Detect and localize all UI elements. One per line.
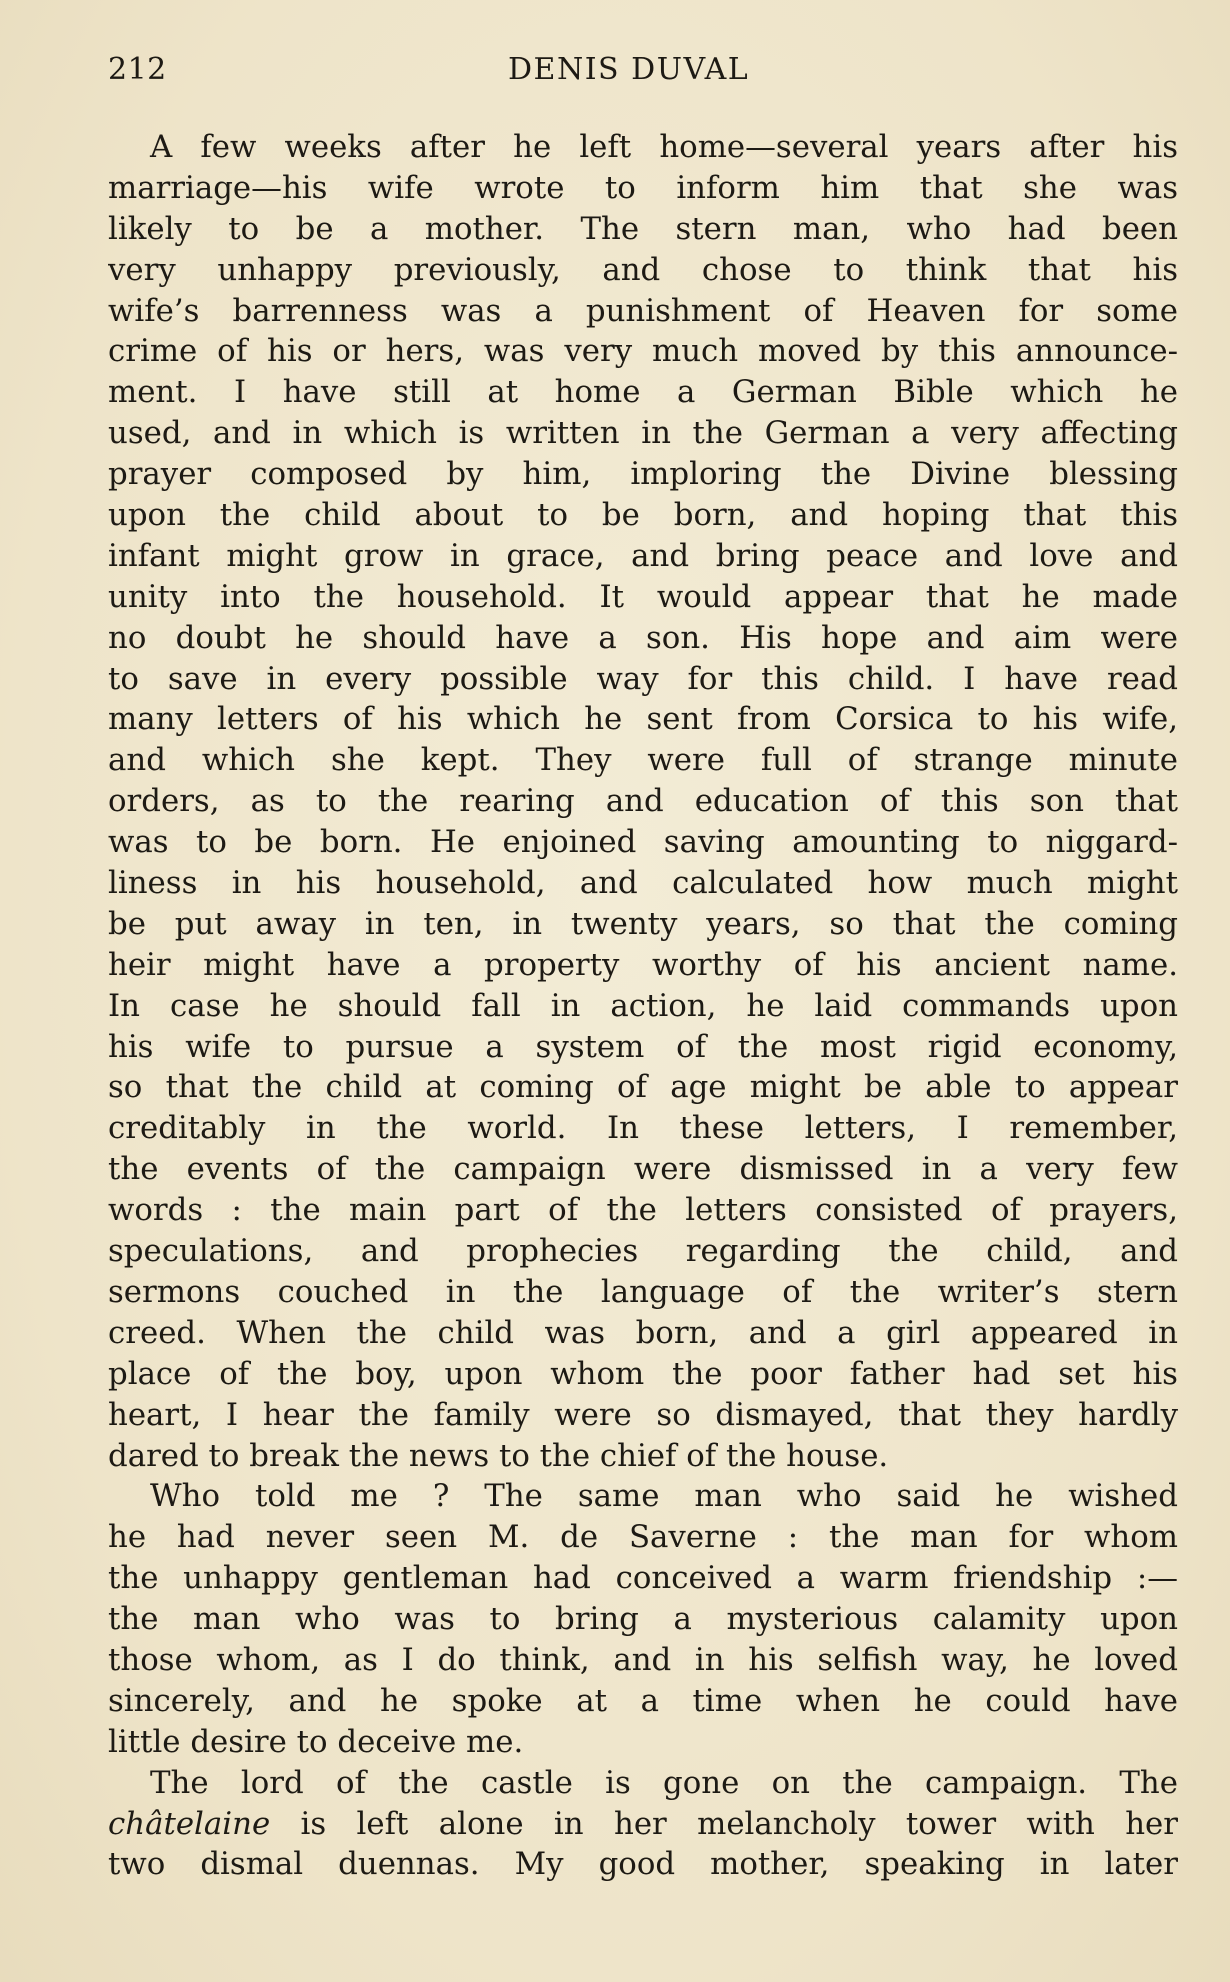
text-line: the events of the campaign were dismissed in a very few [108, 1151, 1178, 1188]
text-line: prayer composed by him, imploring the Divine blessing [108, 456, 1178, 493]
text-line: place of the boy, upon whom the poor father had set his [108, 1355, 1178, 1392]
text-line: his wife to pursue a system of the most rigid economy, [108, 1028, 1178, 1065]
text-line: he had never seen M. de Saverne : the man for whom [108, 1519, 1178, 1556]
text-line: creditably in the world. In these letters, I remember, [108, 1110, 1178, 1147]
text-line: creed. When the child was born, and a girl appeared in [108, 1314, 1178, 1351]
text-line: crime of his or hers, was very much moved by this announce- [108, 333, 1178, 370]
text-line: likely to be a mother. The stern man, who had been [108, 210, 1178, 247]
text-line: no doubt he should have a son. His hope and aim were [108, 619, 1178, 656]
text-line: A few weeks after he left home—several years after his [150, 129, 1178, 165]
text-line: used, and in which is written in the German a very affecting [108, 415, 1178, 452]
text-line: two dismal duennas. My good mother, speaking in later [108, 1846, 1178, 1883]
text-line: Who told me ? The same man who said he wished [150, 1478, 1178, 1515]
text-line: to save in every possible way for this child. I have read [108, 660, 1178, 697]
text-line: liness in his household, and calculated how much might [108, 865, 1178, 902]
text-line: orders, as to the rearing and education of this son that [108, 783, 1178, 820]
text-line: those whom, as I do think, and in his selfish way, he loved [108, 1641, 1178, 1678]
text-line: sermons couched in the language of the writer’s stern [108, 1273, 1178, 1310]
text-line: speculations, and prophecies regarding the child, and [108, 1233, 1178, 1270]
text-line: unity into the household. It would appear that he made [108, 578, 1178, 615]
text-line: many letters of his which he sent from Corsica to his wife, [108, 701, 1178, 738]
text-line: ment. I have still at home a German Bible which he [108, 374, 1178, 411]
text-line [108, 1804, 1178, 1845]
text-line: very unhappy previously, and chose to think that his [108, 251, 1178, 288]
page-header [108, 52, 1178, 96]
body-text [108, 127, 1178, 1885]
text-line: the man who was to bring a mysterious calamity upon [108, 1601, 1178, 1638]
text-line: wife’s barrenness was a punishment of Heaven for some [108, 292, 1178, 329]
running-title: DENIS DUVAL [508, 52, 750, 87]
text-line: sincerely, and he spoke at a time when he could have [108, 1682, 1178, 1719]
text-line: words : the main part of the letters consisted of prayers, [108, 1192, 1178, 1229]
text-line: little desire to deceive me. [108, 1723, 524, 1760]
text-line: marriage—his wife wrote to inform him that she was [108, 169, 1178, 206]
text-line: infant might grow in grace, and bring peace and love and [108, 537, 1178, 574]
text-line: the unhappy gentleman had conceived a warm friendship :— [108, 1560, 1178, 1597]
text-line: be put away in ten, in twenty years, so that the coming [108, 905, 1178, 942]
text-line-rest: is left alone in her melancholy tower with her [270, 1805, 1178, 1842]
text-line: heart, I hear the family were so dismayed, that they hardly [108, 1396, 1178, 1433]
text-line: The lord of the castle is gone on the campaign. The [150, 1764, 1178, 1801]
text-line: dared to break the news to the chief of the house. [108, 1437, 889, 1474]
text-line: heir might have a property worthy of his ancient name. [108, 946, 1178, 983]
text-line: so that the child at coming of age might be able to appear [108, 1069, 1178, 1106]
text-line: upon the child about to be born, and hoping that this [108, 497, 1178, 534]
italic-word: châtelaine [108, 1805, 271, 1842]
page-number: 212 [108, 52, 167, 87]
text-line: In case he should fall in action, he laid commands upon [108, 987, 1178, 1024]
text-line: and which she kept. They were full of strange minute [108, 742, 1178, 779]
text-line: was to be born. He enjoined saving amounting to niggard- [108, 824, 1178, 861]
